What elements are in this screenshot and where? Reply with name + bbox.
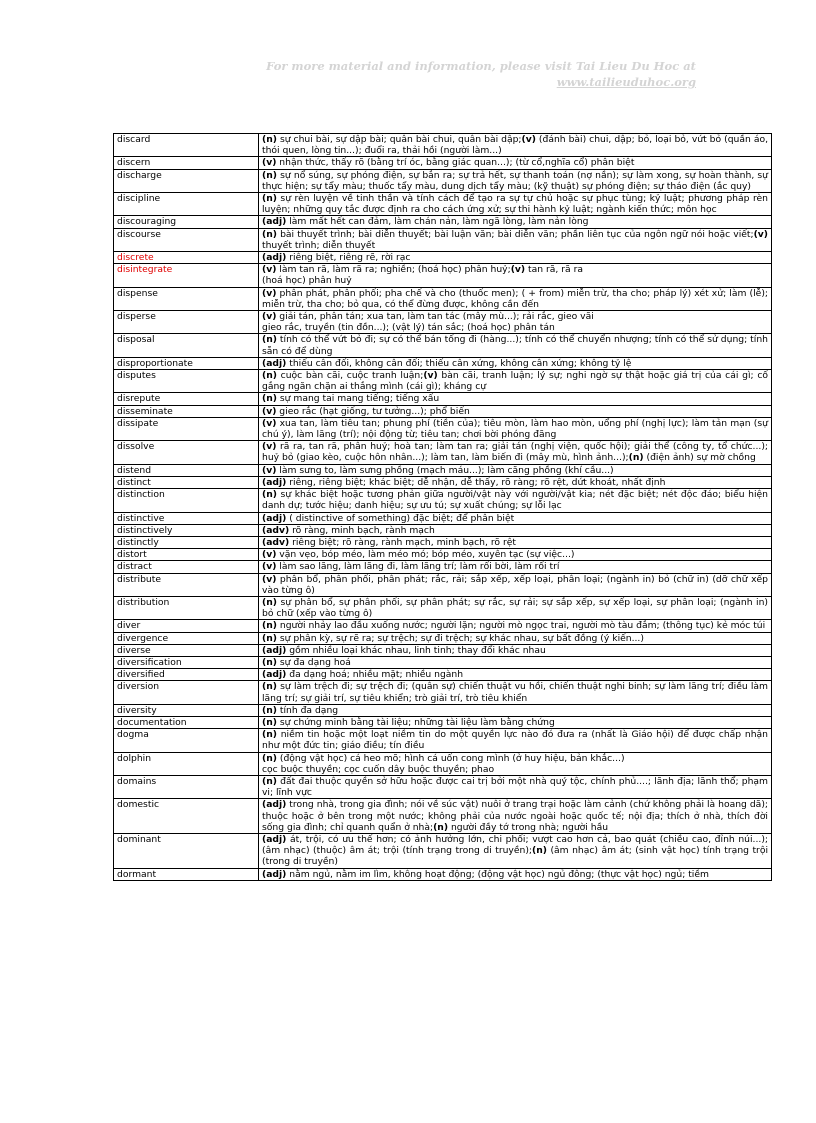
vocab-word: distinctively [114,524,259,536]
vocab-definition: (adj) làm mất hết can đảm, làm chán nản, làm ngã lòng, làm nản lòng [259,216,772,228]
table-row [114,681,772,704]
vocab-word: distinctly [114,536,259,548]
part-of-speech: (adj) [262,216,287,228]
part-of-speech: (adj) [262,799,287,811]
vocab-word: disseminate [114,405,259,417]
part-of-speech: (v) [262,264,277,276]
vocab-definition: (n) sự phân bổ, sự phân phối, sự phân phát; sự rắc, sự rải; sự sắp xếp, sự xếp loại, sự phân loại; (ngành in) bỏ chữ (xếp vào từng ô) [259,596,772,619]
vocab-word: dolphin [114,752,259,775]
table-row [114,512,772,524]
vocab-word: distinctive [114,512,259,524]
vocab-definition: (adj) thiếu cân đối, không cân đối; thiếu cân xứng, không cân xứng; không tỷ lệ [259,357,772,369]
vocab-definition: (adj) ( distinctive of something) đặc biệt; để phân biệt [259,512,772,524]
table-row [114,536,772,548]
vocab-definition: (adj) gồm nhiều loại khác nhau, linh tinh; thay đổi khác nhau [259,644,772,656]
part-of-speech: (v) [262,464,277,476]
table-row [114,405,772,417]
vocab-word: discrete [114,252,259,264]
table-row [114,596,772,619]
vocab-word: discourse [114,228,259,251]
vocab-definition: (v) giải tán, phân tán; xua tan, làm tan tác (mây mù...); rải rắc, gieo vãi gieo rắc, truyền (tin đồn...); (vật lý) tán sắc; (hoá học) phân tán [259,311,772,334]
part-of-speech: (v) [262,287,277,299]
table-row [114,669,772,681]
table-row [114,393,772,405]
vocab-definition: (n) người nhảy lao đầu xuống nước; người lặn; người mò ngọc trai, người mò tàu đắm; (thông tục) kẻ móc túi [259,620,772,632]
vocab-definition: (v) gieo rắc (hạt giống, tư tưởng...); phổ biến [259,405,772,417]
vocab-definition: (n) sự đa dạng hoá [259,656,772,668]
part-of-speech: (n) [262,370,277,382]
part-of-speech: (n) [262,169,277,181]
part-of-speech: (n) [262,228,277,240]
vocab-word: discard [114,134,259,157]
part-of-speech: (n) [262,489,277,501]
vocabulary-table-body [114,134,772,881]
part-of-speech: (v) [262,157,277,169]
vocab-word: domestic [114,799,259,834]
vocabulary-table [113,133,772,881]
vocab-word: dispense [114,287,259,310]
vocab-definition: (n) niềm tin hoặc một loạt niềm tin do một quyền lực nào đó đưa ra (nhất là Giáo hội) để được chấp nhận như một đức tin; giáo điều; tín điều [259,729,772,752]
vocab-definition: (adj) nằm ngủ, nằm im lìm, không hoạt động; (động vật học) ngủ đông; (thực vật học) ngủ; tiềm [259,868,772,880]
vocab-word: distort [114,549,259,561]
vocab-definition: (n) (động vật học) cá heo mõ; hình cá uốn cong mình (ở huy hiệu, bản khắc...) cọc buộc thuyền; cọc cuốn dây buộc thuyền; phao [259,752,772,775]
part-of-speech: (adj) [262,669,287,681]
part-of-speech: (v) [510,264,526,276]
table-row [114,169,772,192]
vocab-word: discharge [114,169,259,192]
vocab-definition: (adj) riêng biệt, riêng rẽ, rời rạc [259,252,772,264]
table-row [114,833,772,868]
table-row [114,157,772,169]
table-row [114,775,772,798]
vocab-definition: (v) vặn vẹo, bóp méo, làm méo mó; bóp méo, xuyên tạc (sự việc...) [259,549,772,561]
vocab-definition: (adj) át, trội, có ưu thế hơn; có ảnh hưởng lớn, chi phối; vượt cao hơn cả, bao quát (chiều cao, đỉnh núi...); (âm nhạc) (thuộc) âm át; trội (tính trạng trong di truyền);(n) (âm nhạc) âm át; (sinh vật học) tính trạng trội (trong di truyền) [259,833,772,868]
vocab-definition: (n) sự phân kỳ, sự rẽ ra; sự trệch; sự đi trệch; sự khác nhau, sự bất đồng (ý kiến...) [259,632,772,644]
table-row [114,704,772,716]
vocab-word: disposal [114,334,259,357]
part-of-speech: (n) [262,656,277,668]
vocab-word: diversity [114,704,259,716]
part-of-speech: (v) [262,549,277,561]
table-row [114,729,772,752]
part-of-speech: (adj) [262,512,287,524]
vocab-definition: (n) sự chui bài, sự dập bài; quân bài chui, quân bài dập;(v) (đánh bài) chui, dập; bỏ, loại bỏ, vứt bỏ (quần áo, thói quen, lòng tin...); đuổi ra, thải hồi (người làm...) [259,134,772,157]
table-row [114,799,772,834]
vocab-definition: (n) sự nổ súng, sự phóng điện, sự bắn ra; sự trả hết, sự thanh toán (nợ nần); sự làm xong, sự hoàn thành, sự thực hiện; sự tẩy màu; thuốc tẩy màu, dung dịch tẩy màu; (kỹ thuật) sự phóng điện; sự tháo điện (ắc quy) [259,169,772,192]
vocab-definition: (n) sự làm trệch đi; sự trệch đi; (quân sự) chiến thuật vu hồi, chiến thuật nghi binh; sự làm lãng trí; điều làm lãng trí; sự giải trí, sự tiêu khiển; trò giải trí, trò tiêu khiển [259,681,772,704]
part-of-speech: (v) [521,134,536,145]
vocab-definition: (adj) trong nhà, trong gia đình; nói về súc vật) nuôi ở trang trại hoặc làm cảnh (chứ không phải là hoang dã); thuộc hoặc ở bên trong một nước; không phải của nước ngoài hoặc quốc tế; nội địa; thích ở nhà, thích đời sống gia đình; chỉ quanh quẩn ở nhà;(n) người đầy tớ trong nhà; người hầu [259,799,772,834]
vocab-word: disintegrate [114,264,259,287]
vocab-word: discouraging [114,216,259,228]
part-of-speech: (n) [628,452,644,464]
part-of-speech: (v) [262,573,277,585]
vocab-definition: (adj) riêng, riêng biệt; khác biệt; dễ nhận, dễ thấy, rõ ràng; rõ rệt, dứt khoát, nhất định [259,476,772,488]
vocab-definition: (adv) riêng biệt; rõ ràng, rành mạch, minh bạch, rõ rệt [259,536,772,548]
table-row [114,476,772,488]
table-row [114,311,772,334]
vocab-word: discipline [114,193,259,216]
table-row [114,357,772,369]
vocab-word: dormant [114,868,259,880]
table-row [114,549,772,561]
table-row [114,573,772,596]
vocab-word: diversification [114,656,259,668]
page-header [266,58,696,90]
table-row [114,193,772,216]
table-row [114,716,772,728]
part-of-speech: (n) [262,752,277,764]
part-of-speech: (n) [433,821,449,833]
table-row [114,620,772,632]
vocab-definition: (v) xua tan, làm tiêu tan; phung phí (tiền của); tiêu mòn, làm hao mòn, uổng phí (nghị lực); làm tản mạn (sự chú ý), làm lãng (trí); nội động từ; tiêu tan; chơi bời phóng đãng [259,417,772,440]
table-row [114,561,772,573]
table-row [114,752,772,775]
part-of-speech: (v) [262,311,277,323]
table-row [114,216,772,228]
part-of-speech: (n) [262,334,277,346]
part-of-speech: (adv) [262,524,290,536]
vocab-word: disproportionate [114,357,259,369]
part-of-speech: (adj) [262,833,287,845]
vocab-definition: (v) rã ra, tan rã, phân huỷ; hoà tan; làm tan ra; giải tán (nghị viện, quốc hội); giải thể (công ty, tổ chức...); huỷ bỏ (giao kèo, cuộc hôn nhân...); làm tan, làm biến đi (mây mù, hình ảnh...);(n) (điện ảnh) sự mờ chồng [259,441,772,464]
header-link[interactable]: www.tailieuduhoc.org [556,75,696,89]
vocab-word: distribution [114,596,259,619]
vocab-definition: (v) làm tan rã, làm rã ra; nghiền; (hoá học) phân huỷ;(v) tan rã, rã ra (hoá học) phân huỷ [259,264,772,287]
vocab-word: disperse [114,311,259,334]
vocab-definition: (n) sự mang tai mang tiếng; tiếng xấu [259,393,772,405]
vocab-word: distract [114,561,259,573]
table-row [114,264,772,287]
table-row [114,464,772,476]
vocab-definition: (v) phân phát, phân phối; pha chế và cho (thuốc men); ( + from) miễn trừ, tha cho; pháp lý) xét xử; làm (lễ); miễn trừ, tha cho; bỏ qua, có thể đừng được, không cần đến [259,287,772,310]
vocab-definition: (v) làm sao lãng, làm lãng đi, làm lãng trí; làm rối bời, làm rối trí [259,561,772,573]
part-of-speech: (n) [262,393,277,405]
table-row [114,632,772,644]
part-of-speech: (n) [262,620,277,632]
vocab-definition: (n) sự rèn luyện về tinh thần và tính cách để tạo ra sự tự chủ hoặc sự phục tùng; kỷ luật; phương pháp rèn luyện; những quy tắc được định ra cho cách ứng xử; sự thi hành kỷ luật; ngành kiến thức; môn học [259,193,772,216]
part-of-speech: (adj) [262,476,287,488]
vocab-word: diversion [114,681,259,704]
part-of-speech: (n) [262,134,277,145]
part-of-speech: (n) [262,729,277,741]
vocab-word: dissipate [114,417,259,440]
part-of-speech: (adj) [262,252,287,264]
part-of-speech: (v) [423,370,438,382]
table-row [114,417,772,440]
vocab-word: distinction [114,489,259,512]
vocab-definition: (n) tính đa dạng [259,704,772,716]
part-of-speech: (v) [262,417,277,429]
table-row [114,644,772,656]
vocab-word: dogma [114,729,259,752]
part-of-speech: (n) [262,193,277,205]
part-of-speech: (v) [262,441,277,453]
vocab-word: divergence [114,632,259,644]
part-of-speech: (n) [262,681,277,693]
vocab-word: diversified [114,669,259,681]
table-row [114,252,772,264]
vocab-word: disrepute [114,393,259,405]
table-row [114,489,772,512]
table-row [114,524,772,536]
part-of-speech: (adv) [262,536,290,548]
table-row [114,134,772,157]
part-of-speech: (v) [262,561,277,573]
vocab-word: documentation [114,716,259,728]
part-of-speech: (adj) [262,644,287,656]
part-of-speech: (adj) [262,868,287,880]
table-row [114,441,772,464]
vocab-definition: (adj) đa dạng hoá; nhiều mặt; nhiều ngành [259,669,772,681]
table-row [114,228,772,251]
table-row [114,656,772,668]
vocab-definition: (v) nhận thức, thấy rõ (bằng trí óc, bằng giác quan...); (từ cổ,nghĩa cổ) phân biệt [259,157,772,169]
table-row [114,287,772,310]
vocab-definition: (n) bài thuyết trình; bài diễn thuyết; bài luận văn; bài diễn văn; phần liên tục của ngôn ngữ nói hoặc viết;(v) thuyết trình; diễn thuyết [259,228,772,251]
vocab-definition: (adv) rõ ràng, minh bạch, rành mạch [259,524,772,536]
table-row [114,370,772,393]
header-line: For more material and information, please visit Tai Lieu Du Hoc at [266,59,696,73]
vocab-definition: (v) làm sưng to, làm sưng phồng (mạch máu...); làm căng phồng (khí cầu...) [259,464,772,476]
part-of-speech: (n) [532,845,547,857]
vocab-word: diverse [114,644,259,656]
vocab-word: discern [114,157,259,169]
part-of-speech: (n) [262,704,277,716]
part-of-speech: (n) [262,632,277,644]
part-of-speech: (v) [753,228,768,240]
part-of-speech: (n) [262,775,277,787]
vocab-definition: (n) đất đai thuộc quyền sở hữu hoặc được cai trị bởi một nhà quý tộc, chính phủ....; lãnh địa; lãnh thổ; phạm vi; lĩnh vực [259,775,772,798]
vocab-word: diver [114,620,259,632]
vocab-definition: (n) sự chứng minh bằng tài liệu; những tài liệu làm bằng chứng [259,716,772,728]
vocab-definition: (n) cuộc bàn cãi, cuộc tranh luận;(v) bàn cãi, tranh luận; lý sự; nghi ngờ sự thật hoặc giá trị của cái gì; cố gắng ngăn chặn ai thắng mình (cái gì); kháng cự [259,370,772,393]
vocab-word: distribute [114,573,259,596]
part-of-speech: (n) [262,716,277,728]
vocab-word: dominant [114,833,259,868]
vocab-word: dissolve [114,441,259,464]
vocab-word: domains [114,775,259,798]
part-of-speech: (n) [262,596,277,608]
table-row [114,868,772,880]
vocab-definition: (n) tính có thể vứt bỏ đi; sự có thể bán tống đi (hàng...); tính có thể chuyển nhượng; tính có thể sử dụng; tính sẵn có để dùng [259,334,772,357]
part-of-speech: (v) [262,405,277,417]
vocab-word: distinct [114,476,259,488]
vocab-definition: (n) sự khác biệt hoặc tương phản giữa người/vật này với người/vật kia; nét đặc biệt; nét độc đáo; biểu hiện danh dự; tước hiệu; danh hiệu; sự ưu tú; sự xuất chúng; sự lỗi lạc [259,489,772,512]
part-of-speech: (adj) [262,357,287,369]
vocab-word: distend [114,464,259,476]
vocab-word: disputes [114,370,259,393]
vocab-definition: (v) phân bổ, phân phối, phân phát; rắc, rải; sắp xếp, xếp loại, phân loại; (ngành in) bỏ (chữ in) (dỡ chữ xếp vào từng ô) [259,573,772,596]
table-row [114,334,772,357]
